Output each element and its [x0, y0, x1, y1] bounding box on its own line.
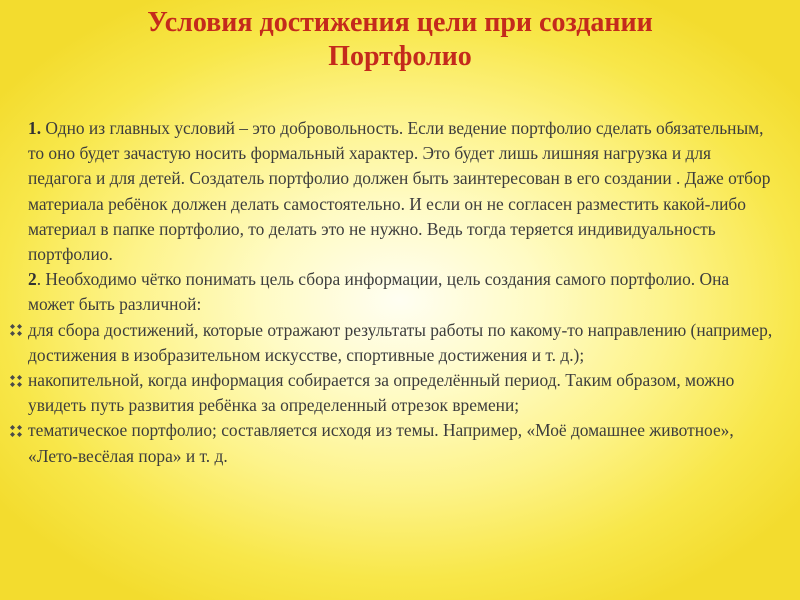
bullet-text: тематическое портфолио; составляется исходя из темы. Например, «Моё домашнее животное», «Лето-весёлая пора» и т. д. — [28, 420, 734, 466]
diamond-bullet-icon — [7, 318, 25, 343]
paragraph-1-number: 1. — [28, 118, 42, 138]
slide-title — [0, 6, 800, 74]
bullet-text: для сбора достижений, которые отражают результаты работы по какому-то направлению (например, достижения в изобразительном искусстве, спортивные достижения и т. д.); — [28, 319, 773, 365]
slide-title-line-2: Портфолио — [328, 41, 472, 72]
paragraph-1 — [28, 116, 774, 267]
diamond-bullet-icon — [7, 418, 25, 443]
slide-body — [28, 116, 774, 469]
paragraph-2-text: . Необходимо чётко понимать цель сбора информации, цель создания самого портфолио. Она может быть различной: — [28, 269, 730, 315]
paragraph-2 — [28, 267, 774, 317]
diamond-bullet-icon — [7, 368, 25, 393]
paragraph-1-text: Одно из главных условий – это добровольность. Если ведение портфолио сделать обязательным, то оно будет зачастую носить формальный характер. Это будет лишь лишняя нагрузка и для педагога и для детей. Создатель портфолио должен быть заинтересован в его создании . Даже отбор материала ребёнок должен делать самостоятельно. И если он не согласен разместить какой-либо материал в папке портфолио, то делать это не нужно. Ведь тогда теряется индивидуальность портфолио. — [28, 118, 771, 265]
bullet-item — [28, 418, 774, 468]
slide-title-line-1: Условия достижения цели при создании — [147, 7, 653, 38]
paragraph-2-number: 2 — [28, 269, 37, 290]
bullet-text: накопительной, когда информация собирается за определённый период. Таким образом, можно увидеть путь развития ребёнка за определенный отрезок времени; — [28, 370, 735, 416]
bullet-item — [28, 318, 774, 368]
bullet-item — [28, 368, 774, 418]
